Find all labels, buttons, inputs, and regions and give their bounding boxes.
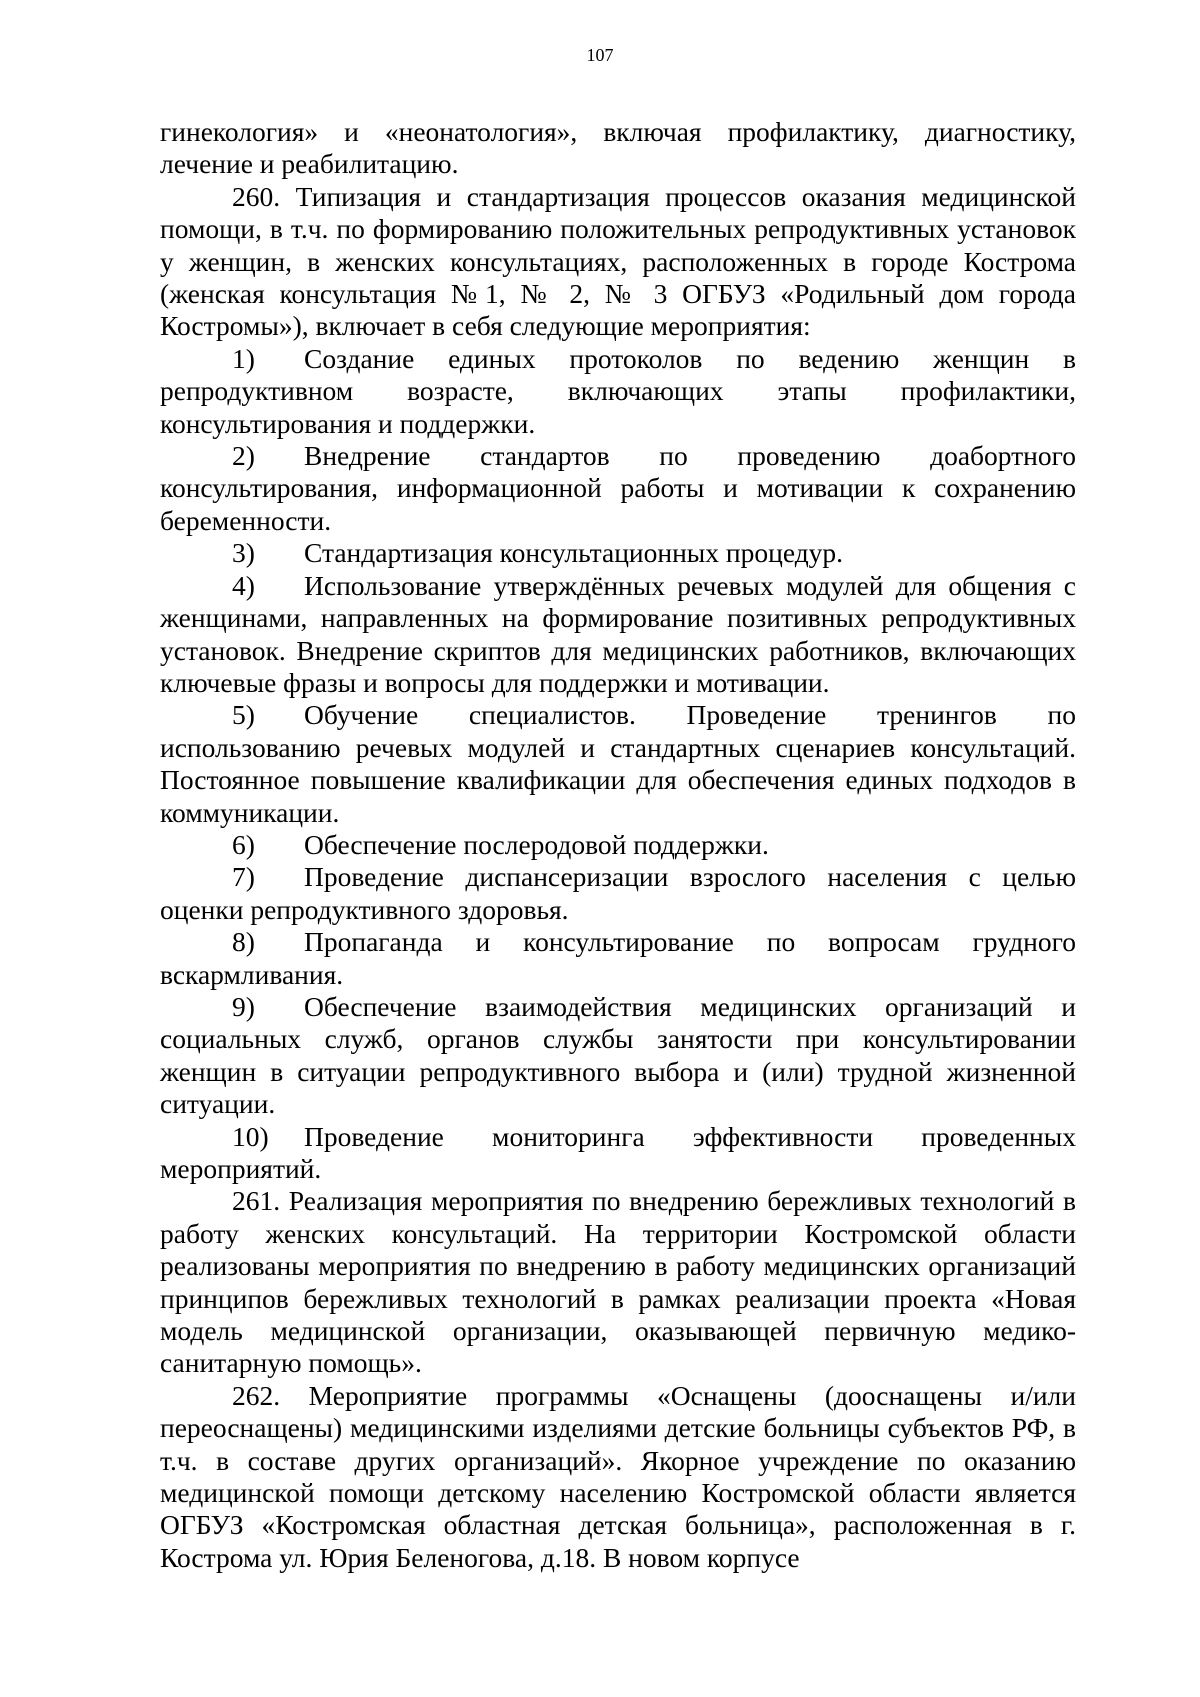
- list-item-2: [160, 440, 1076, 537]
- list-item-number: 9): [232, 990, 255, 1022]
- list-item-4: [160, 570, 1076, 700]
- list-item-continuation: социальных служб, органов службы занятости при консультировании женщин в ситуации репродуктивного выбора и (или) трудной жизненной ситуации.: [160, 1023, 1076, 1120]
- list-item-text: Создание единых протоколов по ведению женщин в: [304, 342, 1076, 374]
- list-item-5: [160, 699, 1076, 829]
- document-body: [160, 116, 1076, 1574]
- list-item-6: [160, 829, 1076, 861]
- list-item-number: 6): [232, 828, 255, 860]
- list-item-7: [160, 861, 1076, 926]
- list-item-3: [160, 537, 1076, 569]
- list-item-text: Проведение мониторинга эффективности проведенных: [304, 1120, 1076, 1152]
- list-item-8: [160, 926, 1076, 991]
- list-item-continuation: мероприятий.: [160, 1153, 322, 1184]
- list-item-number: 1): [232, 342, 255, 374]
- list-item-number: 7): [232, 861, 255, 893]
- paragraph-262: 262. Мероприятие программы «Оснащены (дооснащены и/или переоснащены) медицинскими изделиями детские больницы субъектов РФ, в т.ч. в составе других организаций». Якорное учреждение по оказанию медицинской помощи детскому населению Костромской области является ОГБУЗ «Костромская областная детская больница», расположенная в г. Кострома ул. Юрия Беленогова, д.18. В новом корпусе: [160, 1379, 1076, 1573]
- list-item-number: 10): [232, 1120, 269, 1152]
- list-item-continuation: консультирования, информационной работы и мотивации к сохранению беременности.: [160, 472, 1076, 536]
- list-item-number: 3): [232, 537, 255, 569]
- paragraph-intro-continuation: гинекология» и «неонатология», включая профилактику, диагностику, лечение и реабилитацию.: [160, 116, 1076, 180]
- list-item-text: Стандартизация консультационных процедур.: [304, 537, 844, 569]
- paragraph-261: 261. Реализация мероприятия по внедрению бережливых технологий в работу женских консультаций. На территории Костромской области реализованы мероприятия по внедрению в работу медицинских организаций принципов бережливых технологий в рамках реализации проекта «Новая модель медицинской организации, оказывающей первичную медико-санитарную помощь».: [160, 1185, 1076, 1379]
- list-item-continuation: использованию речевых модулей и стандартных сценариев консультаций. Постоянное повышение квалификации для обеспечения единых подходов в коммуникации.: [160, 731, 1076, 828]
- list-item-9: [160, 991, 1076, 1121]
- list-item-number: 5): [232, 699, 255, 731]
- list-item-continuation: вскармливания.: [160, 958, 344, 990]
- list-item-text: Внедрение стандартов по проведению доабортного: [304, 440, 1076, 472]
- list-item-text: Пропаганда и консультирование по вопросам грудного: [304, 926, 1076, 958]
- list-item-number: 2): [232, 440, 255, 472]
- page-number: 107: [586, 45, 614, 65]
- list-item-number: 4): [232, 569, 255, 601]
- list-item-10: [160, 1121, 1076, 1186]
- list-item-text: Обучение специалистов. Проведение тренингов по: [304, 699, 1076, 731]
- list-item-number: 8): [232, 926, 255, 958]
- list-item-continuation: оценки репродуктивного здоровья.: [160, 893, 569, 925]
- list-item-1: [160, 343, 1076, 440]
- list-item-text: Обеспечение послеродовой поддержки.: [304, 828, 769, 860]
- list-item-continuation: репродуктивном возрасте, включающих этапы профилактики, консультирования и поддержки.: [160, 375, 1076, 439]
- list-item-text: Использование утверждённых речевых модулей для общения с: [304, 569, 1076, 601]
- list-item-text: Обеспечение взаимодействия медицинских организаций и: [304, 990, 1076, 1022]
- list-item-text: Проведение диспансеризации взрослого населения с целью: [304, 861, 1076, 893]
- paragraph-260: 260. Типизация и стандартизация процессов оказания медицинской помощи, в т.ч. по формированию положительных репродуктивных установок у женщин, в женских консультациях, расположенных в городе Кострома (женская консультация №1, № 2, № 3 ОГБУЗ «Родильный дом города Костромы»), включает в себя следующие мероприятия:: [160, 180, 1076, 342]
- list-item-continuation: женщинами, направленных на формирование позитивных репродуктивных установок. Внедрение скриптов для медицинских работников, включающих ключевые фразы и вопросы для поддержки и мотивации.: [160, 602, 1076, 698]
